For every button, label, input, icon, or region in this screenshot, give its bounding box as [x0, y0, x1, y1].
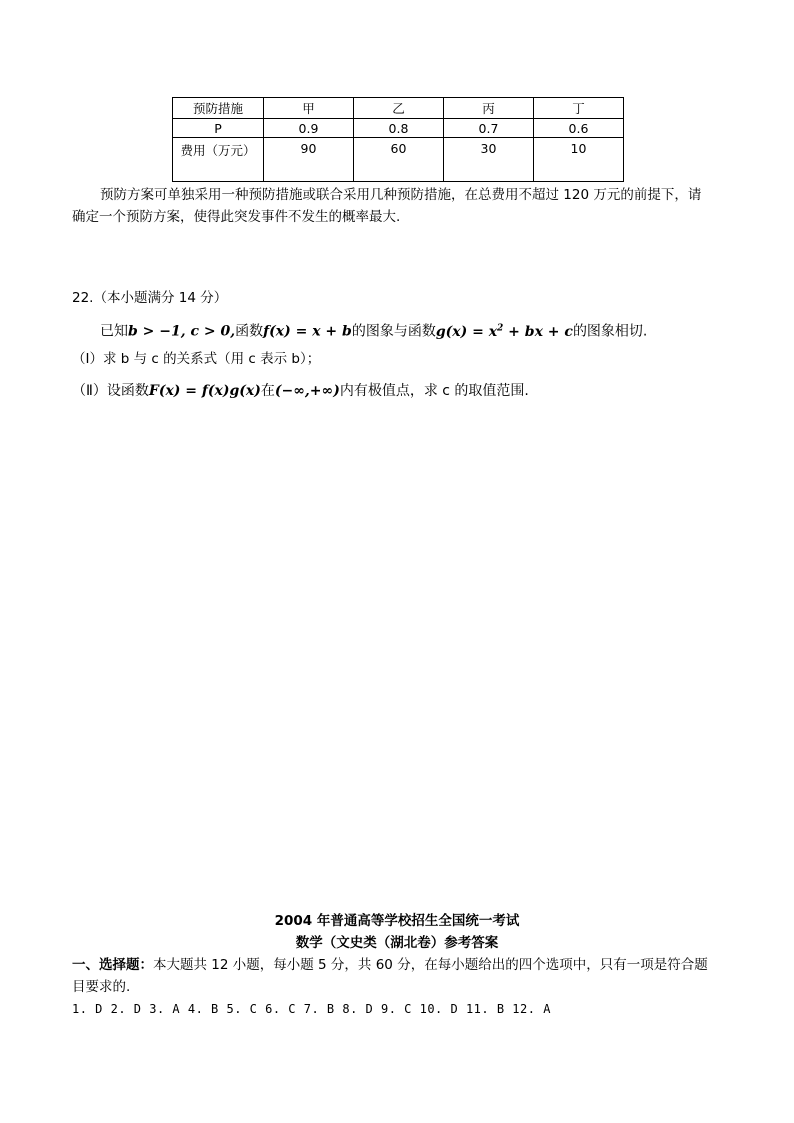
part2-prefix: （Ⅱ）设函数 — [72, 383, 149, 399]
table-cell: 60 — [354, 138, 444, 182]
table-cell: P — [173, 119, 264, 138]
interval-formula: (−∞,+∞) — [274, 383, 340, 399]
fx-formula: f(x) = x + b — [263, 323, 352, 340]
Fx-formula: F(x) = f(x)g(x) — [148, 383, 261, 399]
table-cell: 30 — [444, 138, 534, 182]
section-one-line-2: 目要求的. — [72, 979, 131, 995]
paragraph-line-2: 确定一个预防方案，使得此突发事件不发生的概率最大. — [72, 209, 401, 225]
gx-exponent: 2 — [497, 323, 504, 333]
answers-line: 1. D 2. D 3. A 4. B 5. C 6. C 7. B 8. D 9. C 10. D 11. B 12. A — [72, 1002, 551, 1016]
section-text: 本大题共 12 小题，每小题 5 分，共 60 分，在每小题给出的四个选项中，只有一项是符合题 — [153, 957, 708, 973]
function-word: 函数 — [235, 323, 264, 340]
condition-formula: b > −1, c > 0, — [128, 323, 236, 340]
table-cell: 10 — [534, 138, 624, 182]
part2-mid: 在 — [260, 383, 275, 399]
question-22-given — [100, 317, 647, 343]
section-label: 一、选择题： — [72, 957, 153, 973]
table-cell: 0.6 — [534, 119, 624, 138]
end-text: 的图象相切. — [572, 323, 648, 340]
table-cell: 0.9 — [264, 119, 354, 138]
table-header-cell: 乙 — [354, 98, 444, 119]
answer-key-title: 2004 年普通高等学校招生全国统一考试 — [274, 913, 520, 929]
table-header-cell: 丁 — [534, 98, 624, 119]
table-header-cell: 预防措施 — [173, 98, 264, 119]
table-header-row — [173, 98, 624, 119]
part2-end: 内有极值点，求 c 的取值范围. — [339, 383, 529, 399]
gx-formula — [436, 324, 573, 340]
table-cell: 90 — [264, 138, 354, 182]
answer-key-subtitle: 数学（文史类（湖北卷）参考答案 — [295, 935, 499, 951]
table-cell: 0.8 — [354, 119, 444, 138]
table-header-cell: 甲 — [264, 98, 354, 119]
question-22-header: 22.（本小题满分 14 分） — [72, 290, 228, 306]
paragraph-line-1: 预防方案可单独采用一种预防措施或联合采用几种预防措施，在总费用不超过 120 万元的前提下，请 — [100, 187, 702, 203]
section-one-line-1 — [72, 954, 732, 976]
table-row — [173, 138, 624, 182]
gx-base: g(x) = x — [435, 323, 498, 340]
question-22-part-2 — [72, 380, 529, 402]
question-22-part-1: （Ⅰ）求 b 与 c 的关系式（用 c 表示 b）； — [72, 351, 321, 367]
table-header-cell: 丙 — [444, 98, 534, 119]
table-cell: 费用（万元） — [173, 138, 264, 182]
table-row — [173, 119, 624, 138]
prevention-table — [172, 97, 624, 182]
mid-text: 的图象与函数 — [351, 323, 436, 340]
given-prefix: 已知 — [100, 323, 128, 340]
gx-rest: + bx + c — [503, 323, 573, 340]
table-cell: 0.7 — [444, 119, 534, 138]
